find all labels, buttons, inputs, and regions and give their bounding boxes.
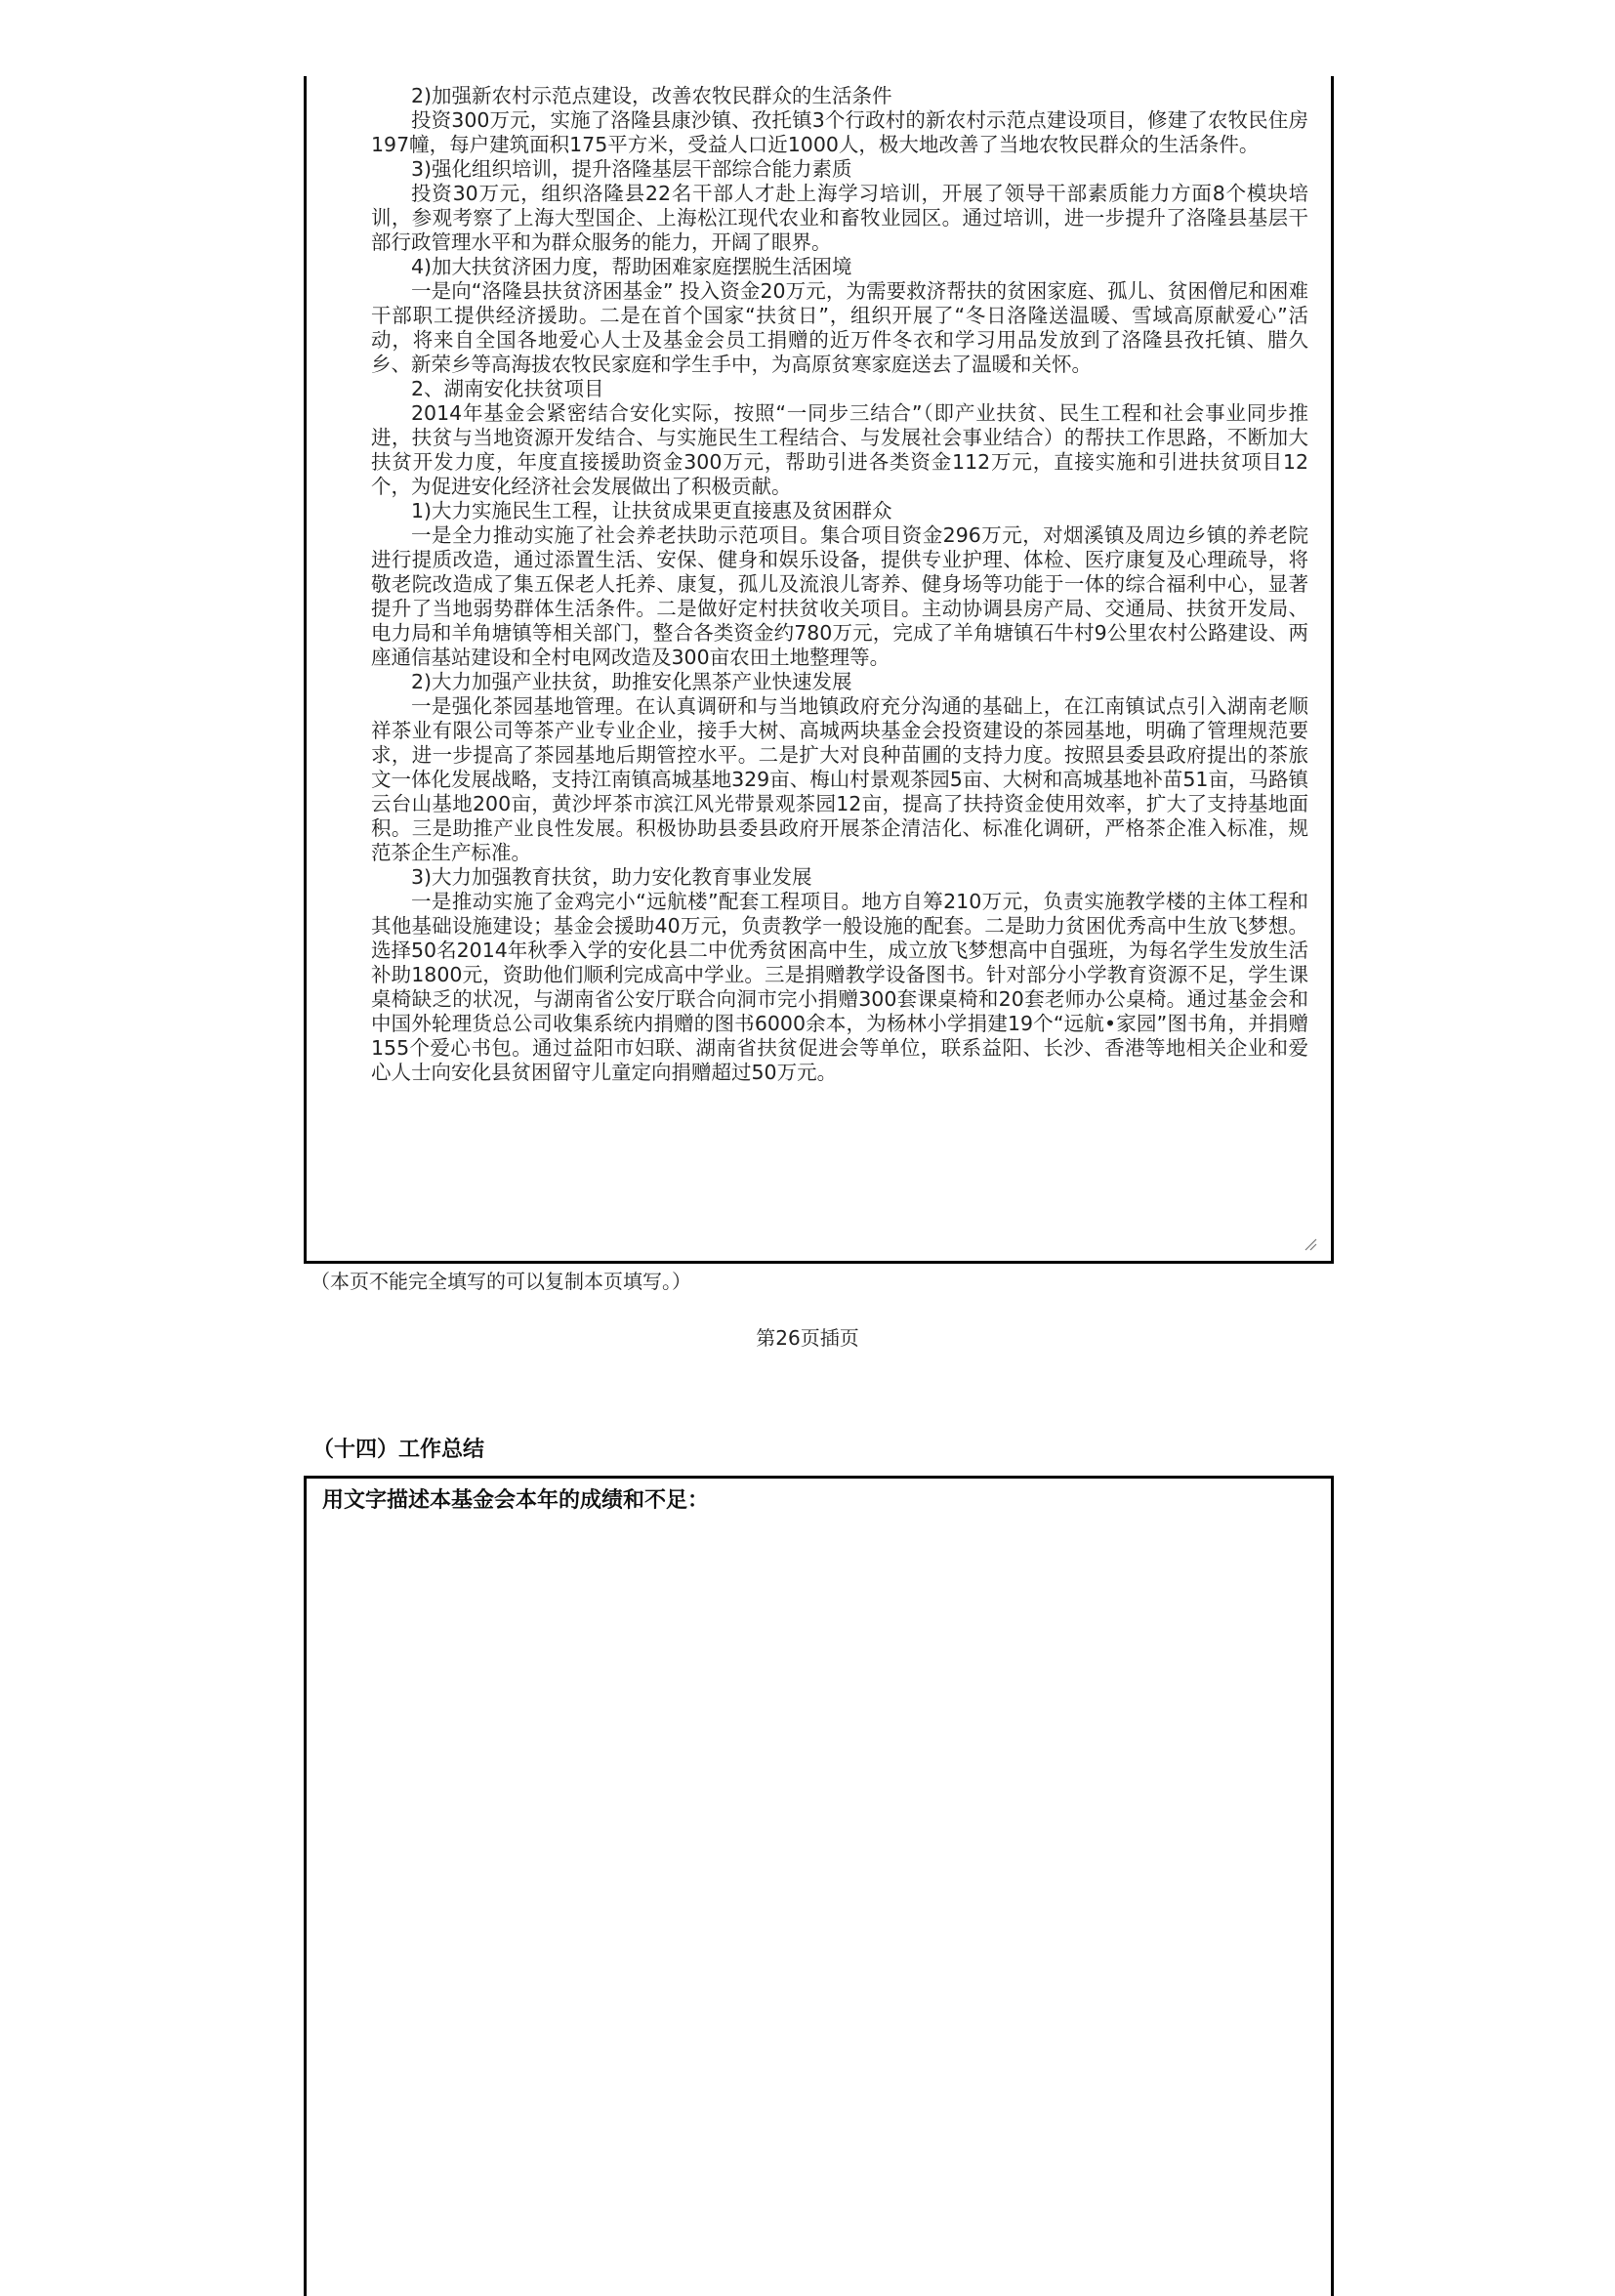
resize-handle-icon[interactable] xyxy=(1304,1237,1317,1251)
body-paragraph: 一是全力推动实施了社会养老扶助示范项目。集合项目资金296万元，对烟溪镇及周边乡镇的养老院进行提质改造，通过添置生活、安保、健身和娱乐设备，提供专业护理、体检、医疗康复及心理疏导，将敬老院改造成了集五保老人托养、康复，孤儿及流浪儿寄养、健身场等功能于一体的综合福利中心，显著提升了当地弱势群体生活条件。二是做好定村扶贫收关项目。主动协调县房产局、交通局、扶贫开发局、电力局和羊角塘镇等相关部门，整合各类资金约780万元，完成了羊角塘镇石牛村9公里农村公路建设、两座通信基站建设和全村电网改造及300亩农田土地整理等。 xyxy=(371,523,1308,669)
project-description-text xyxy=(371,84,1308,1085)
body-paragraph: 2014年基金会紧密结合安化实际，按照“一同步三结合”（即产业扶贫、民生工程和社会事业同步推进，扶贫与当地资源开发结合、与实施民生工程结合、与发展社会事业结合）的帮扶工作思路，不断加大扶贫开发力度，年度直接援助资金300万元，帮助引进各类资金112万元，直接实施和引进扶贫项目12个，为促进安化经济社会发展做出了积极贡献。 xyxy=(371,401,1308,498)
subsection-heading: 1)大力实施民生工程，让扶贫成果更直接惠及贫困群众 xyxy=(411,499,892,522)
body-paragraph: 一是强化茶园基地管理。在认真调研和与当地镇政府充分沟通的基础上，在江南镇试点引入湖南老顺祥茶业有限公司等茶产业专业企业，接手大树、高城两块基金会投资建设的茶园基地，明确了管理规范要求，进一步提高了茶园基地后期管控水平。二是扩大对良种苗圃的支持力度。按照县委县政府提出的茶旅文一体化发展战略，支持江南镇高城基地329亩、梅山村景观茶园5亩、大树和高城基地补苗51亩，马路镇云台山基地200亩，黄沙坪茶市滨江风光带景观茶园12亩，提高了扶持资金使用效率，扩大了支持基地面积。三是助推产业良性发展。积极协助县委县政府开展茶企清洁化、标准化调研，严格茶企准入标准，规范茶企生产标准。 xyxy=(371,694,1308,864)
subsection-heading: 3)强化组织培训，提升洛隆基层干部综合能力素质 xyxy=(411,157,852,181)
subsection-heading: 2、湖南安化扶贫项目 xyxy=(411,377,604,400)
section-title-work-summary: （十四）工作总结 xyxy=(312,1438,485,1462)
work-summary-box[interactable] xyxy=(304,1476,1334,2296)
subsection-heading: 4)加大扶贫济困力度，帮助困难家庭摆脱生活困境 xyxy=(411,255,852,278)
body-paragraph: 一是推动实施了金鸡完小“远航楼”配套工程项目。地方自筹210万元，负责实施教学楼的主体工程和其他基础设施建设；基金会援助40万元，负责教学一般设施的配套。二是助力贫困优秀高中生放飞梦想。选择50名2014年秋季入学的安化县二中优秀贫困高中生，成立放飞梦想高中自强班，为每名学生发放生活补助1800元，资助他们顺利完成高中学业。三是捐赠教学设备图书。针对部分小学教育资源不足，学生课桌椅缺乏的状况，与湖南省公安厅联合向洞市完小捐赠300套课桌椅和20套老师办公桌椅。通过基金会和中国外轮理货总公司收集系统内捐赠的图书6000余本，为杨林小学捐建19个“远航•家园”图书角，并捐赠155个爱心书包。通过益阳市妇联、湖南省扶贫促进会等单位，联系益阳、长沙、香港等地相关企业和爱心人士向安化县贫困留守儿童定向捐赠超过50万元。 xyxy=(371,890,1308,1084)
body-paragraph: 投资300万元，实施了洛隆县康沙镇、孜托镇3个行政村的新农村示范点建设项目，修建了农牧民住房197幢，每户建筑面积175平方米，受益人口近1000人，极大地改善了当地农牧民群众的生活条件。 xyxy=(371,108,1308,156)
subsection-heading: 3)大力加强教育扶贫，助力安化教育事业发展 xyxy=(411,865,812,889)
subsection-heading: 2)大力加强产业扶贫，助推安化黑茶产业快速发展 xyxy=(411,670,852,693)
body-paragraph: 投资30万元，组织洛隆县22名干部人才赴上海学习培训，开展了领导干部素质能力方面8个模块培训，参观考察了上海大型国企、上海松江现代农业和畜牧业园区。通过培训，进一步提升了洛隆县基层干部行政管理水平和为群众服务的能力，开阔了眼界。 xyxy=(371,182,1308,254)
continuation-text-box[interactable] xyxy=(304,76,1334,1264)
work-summary-prompt: 用文字描述本基金会本年的成绩和不足： xyxy=(322,1488,710,1513)
copy-page-note: （本页不能完全填写的可以复制本页填写。） xyxy=(311,1270,691,1293)
body-paragraph: 一是向“洛隆县扶贫济困基金” 投入资金20万元，为需要救济帮扶的贫困家庭、孤儿、贫困僧尼和困难干部职工提供经济援助。二是在首个国家“扶贫日”，组织开展了“冬日洛隆送温暖、雪域高原献爱心”活动，将来自全国各地爱心人士及基金会员工捐赠的近万件冬衣和学习用品发放到了洛隆县孜托镇、腊久乡、新荣乡等高海拔农牧民家庭和学生手中，为高原贫寒家庭送去了温暖和关怀。 xyxy=(371,279,1308,376)
subsection-heading: 2)加强新农村示范点建设，改善农牧民群众的生活条件 xyxy=(411,84,892,107)
page-insert-label: 第26页插页 xyxy=(756,1326,859,1350)
